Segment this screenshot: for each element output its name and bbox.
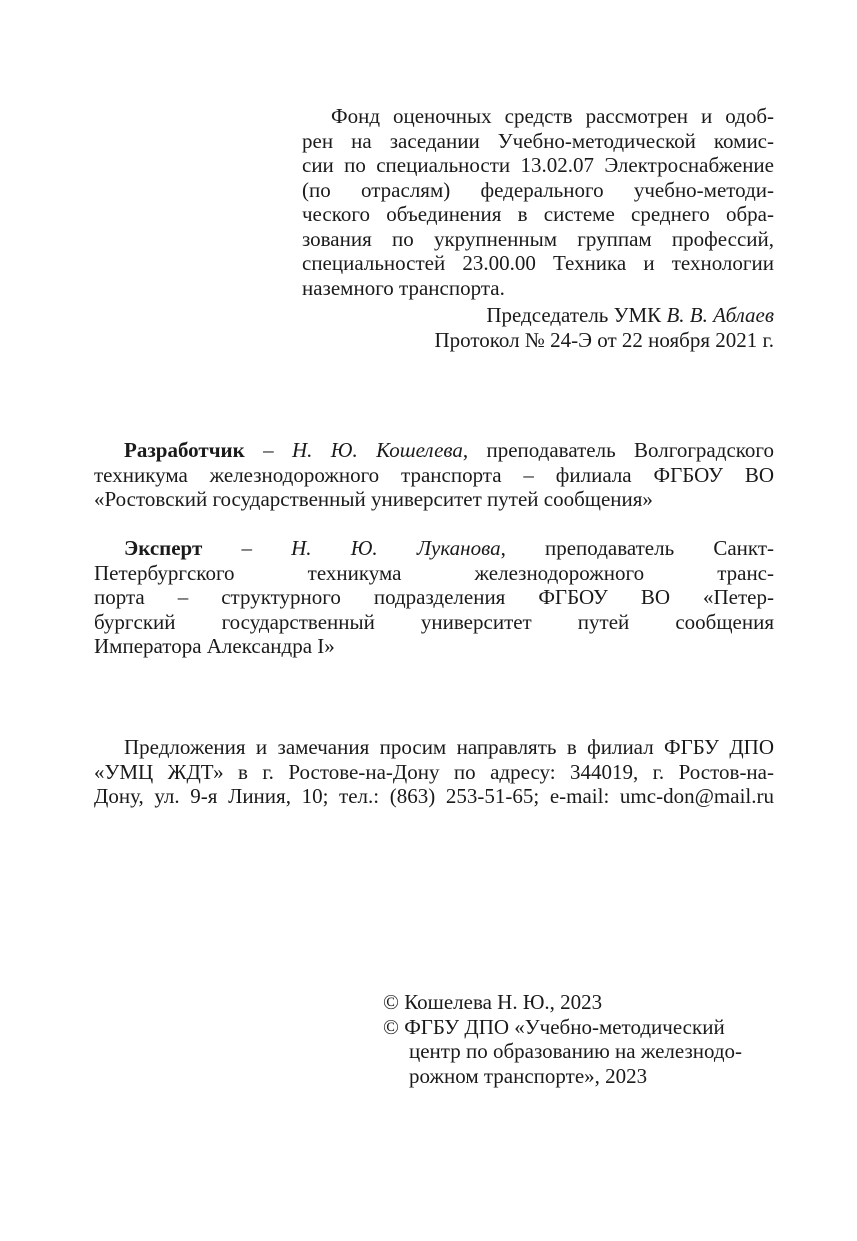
feedback-line: «УМЦ ЖДТ» в г. Ростове-на-Дону по адресу: 344019, г. Ростов-на- — [94, 759, 774, 784]
copyright-author: © Кошелева Н. Ю., 2023 — [383, 990, 603, 1014]
approval-text-line: зования по укрупненным группам профессий, — [302, 226, 774, 251]
feedback-line: Предложения и замечания просим направлять в филиал ФГБУ ДПО — [124, 735, 774, 759]
approval-text-line: специальностей 23.00.00 Техника и технологии — [302, 251, 774, 275]
developer-dash: – — [244, 438, 292, 462]
approval-text-line: наземного транспорта. — [302, 275, 505, 300]
chairman-label: Председатель УМК — [486, 303, 667, 327]
approval-text-line: сии по специальности 13.02.07 Электроснабжение — [302, 153, 774, 177]
approval-block — [302, 104, 774, 352]
copyright-block — [383, 990, 775, 1088]
expert-line: Императора Александра I» — [94, 634, 335, 658]
approval-text-line: (по отраслям) федерального учебно-методи- — [302, 177, 774, 202]
feedback-block — [94, 735, 774, 809]
developer-text: , преподаватель Волгоградского — [462, 438, 774, 462]
expert-block — [94, 536, 774, 659]
developer-line — [94, 438, 774, 463]
expert-dash: – — [202, 536, 292, 560]
developer-line: «Ростовский государственный университет путей сообщения» — [94, 487, 653, 511]
copyright-publisher-line: рожном транспорте», 2023 — [409, 1063, 648, 1088]
copyright-publisher-line: центр по образованию на железнодо- — [409, 1039, 743, 1063]
feedback-line: Дону, ул. 9-я Линия, 10; тел.: (863) 253-51-65; e-mail: umc-don@mail.ru — [94, 784, 774, 808]
approval-text-line: рен на заседании Учебно-методической комис- — [302, 128, 774, 153]
expert-text: , преподаватель Санкт- — [500, 536, 775, 560]
expert-line: бургский государственный университет путей сообщения — [94, 609, 774, 634]
developer-line: техникума железнодорожного транспорта – филиала ФГБОУ ВО — [94, 462, 774, 487]
developer-role: Разработчик — [124, 438, 245, 462]
developer-name: Н. Ю. Кошелева — [292, 438, 463, 462]
expert-line: порта – структурного подразделения ФГБОУ ВО «Петер- — [94, 585, 774, 609]
expert-line — [94, 536, 774, 561]
expert-line: Петербургского техникума железнодорожного транс- — [94, 560, 774, 585]
chairman-line — [302, 303, 774, 328]
approval-text-line: Фонд оценочных средств рассмотрен и одоб- — [331, 104, 774, 128]
copyright-publisher-line: © ФГБУ ДПО «Учебно-методический — [383, 1014, 725, 1039]
chairman-name: В. В. Аблаев — [666, 303, 774, 327]
approval-text-line: ческого объединения в системе среднего обра- — [302, 202, 774, 226]
developer-block — [94, 438, 774, 512]
expert-role: Эксперт — [124, 536, 203, 560]
expert-name: Н. Ю. Луканова — [291, 536, 501, 560]
protocol-line: Протокол № 24-Э от 22 ноября 2021 г. — [434, 327, 774, 352]
